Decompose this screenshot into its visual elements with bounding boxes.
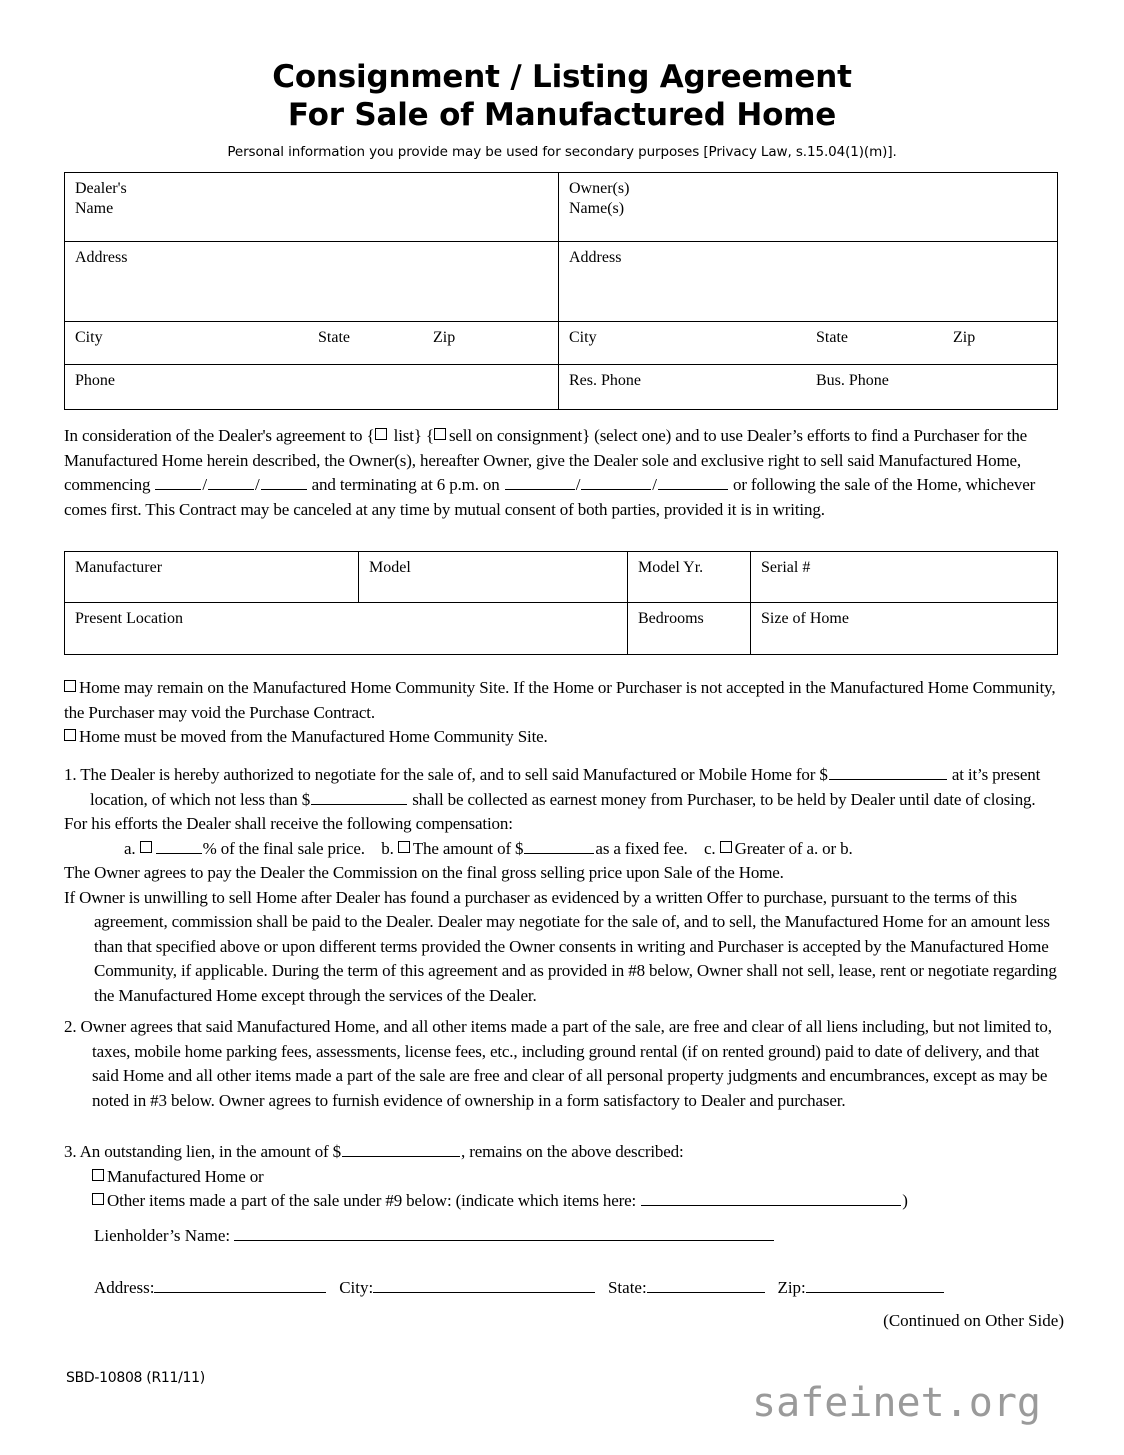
- serial-number-label: Serial #: [761, 559, 811, 576]
- present-location-cell[interactable]: [65, 603, 628, 655]
- size-of-home-cell[interactable]: [751, 603, 1058, 655]
- section-3-option-2-text-a: Other items made a part of the sale under #9 below: (indicate which items here:: [107, 1191, 637, 1210]
- size-of-home-label: Size of Home: [761, 610, 849, 627]
- consideration-text-5: or following the sale of the Home, whichever comes first. This Contract may be canceled at any time by mutual consent of both parties, provided it is in writing.: [64, 475, 1036, 519]
- owner-phone-cell[interactable]: [559, 365, 1058, 410]
- lienholder-name-row: [64, 1224, 1066, 1248]
- title-line-2: For Sale of Manufactured Home: [287, 97, 837, 133]
- model-label: Model: [369, 559, 411, 576]
- home-must-be-moved-checkbox[interactable]: [64, 729, 76, 741]
- bedrooms-cell[interactable]: [628, 603, 751, 655]
- dealer-city-label: City: [75, 329, 103, 346]
- lienholder-zip-label: Zip:: [777, 1278, 806, 1297]
- owner-state-label: State: [816, 329, 848, 346]
- community-option-1: [64, 676, 1064, 725]
- manufactured-home-checkbox[interactable]: [92, 1169, 104, 1181]
- home-may-remain-checkbox[interactable]: [64, 680, 76, 692]
- owner-address-cell[interactable]: [559, 242, 1058, 322]
- section-3-lead-a: 3. An outstanding lien, in the amount of $: [64, 1142, 342, 1161]
- section-3-lead: [64, 1140, 1066, 1165]
- commence-year-line[interactable]: [261, 474, 307, 490]
- lienholder-zip-input[interactable]: [806, 1278, 944, 1293]
- lienholder-address-row: [64, 1276, 1066, 1300]
- dealer-name-cell[interactable]: [65, 173, 559, 242]
- table-row: [65, 322, 1058, 365]
- owner-name-cell[interactable]: [559, 173, 1058, 242]
- owner-bus-phone-label: Bus. Phone: [816, 372, 889, 389]
- option-c-text: Greater of a. or b.: [734, 838, 853, 858]
- sell-on-consignment-checkbox[interactable]: [434, 428, 446, 440]
- lienholder-block: [64, 1224, 1066, 1300]
- title-line-1: Consignment / Listing Agreement: [272, 59, 852, 95]
- option-c-checkbox[interactable]: [720, 841, 732, 853]
- dealer-name-label-1: Dealer's: [75, 180, 127, 197]
- terminate-year-line[interactable]: [658, 474, 728, 490]
- section-1-text-a: 1. The Dealer is hereby authorized to negotiate for the sale of, and to sell said Manufactured or Mobile Home for $: [64, 765, 828, 784]
- home-description-table: [64, 551, 1058, 655]
- present-location-label: Present Location: [75, 610, 183, 627]
- lien-amount-line[interactable]: [342, 1141, 460, 1157]
- option-b-checkbox[interactable]: [398, 841, 410, 853]
- section-3-option-1: [64, 1165, 1066, 1190]
- lienholder-name-input[interactable]: [234, 1226, 774, 1241]
- lienholder-address-input[interactable]: [154, 1278, 326, 1293]
- community-site-options: [64, 676, 1064, 750]
- section-3: [64, 1140, 1066, 1214]
- consideration-text-4: and terminating at 6 p.m. on: [307, 475, 504, 494]
- dealer-city-cell[interactable]: [65, 322, 559, 365]
- section-1-text-c: shall be collected as earnest money from Purchaser, to be held by Dealer until date of closing.: [408, 789, 1036, 809]
- lienholder-city-input[interactable]: [373, 1278, 595, 1293]
- watermark: safeinet.org: [752, 1380, 1041, 1426]
- consideration-paragraph: In consideration of the Dealer's agreement to { list} { sell on consignment} (select one) and to use Dealer’s efforts to find a Purchaser for the Manufactured Home herein described, the Owner(s), hereafter Owner, give the Dealer sole and exclusive right to sell said Manufactured Home, commencing / / and terminating at 6 p.m. on / / or following the sale of the Home, whichever comes first. This Contract may be canceled at any time by mutual consent of both parties, provided it is in writing.: [64, 426, 1036, 519]
- section-1: [64, 763, 1066, 1008]
- dealer-address-cell[interactable]: [65, 242, 559, 322]
- dealer-address-label: Address: [75, 249, 128, 266]
- lienholder-state-input[interactable]: [647, 1278, 765, 1293]
- serial-number-cell[interactable]: [751, 552, 1058, 603]
- dealer-name-label-2: Name: [75, 200, 114, 217]
- owner-city-cell[interactable]: [559, 322, 1058, 365]
- section-1-text-b: at it’s present location, of which not less than $: [90, 765, 1041, 809]
- page-title: [0, 58, 1124, 160]
- model-year-label: Model Yr.: [638, 559, 704, 576]
- commence-month-line[interactable]: [155, 474, 201, 490]
- bedrooms-label: Bedrooms: [638, 610, 704, 627]
- option-b-suffix: as a fixed fee.: [595, 838, 688, 858]
- lienholder-name-label: Lienholder’s Name:: [94, 1226, 231, 1245]
- section-2: [64, 1015, 1066, 1113]
- option-b-text: The amount of $: [412, 838, 524, 858]
- continued-note: (Continued on Other Side): [883, 1311, 1064, 1330]
- unwilling-paragraph: If Owner is unwilling to sell Home after Dealer has found a purchaser as evidenced by a written Offer to purchase, pursuant to the terms of this agreement, commission shall be paid to the Dealer. Dealer may negotiate for the sale of, and to sell, the Manufactured Home for an amount less than that specified above or upon different terms provided the Owner consents in writing and Purchaser is accepted by the Manufactured Home Community, if applicable. During the term of this agreement and as provided in #8 below, Owner shall not sell, lease, rent or negotiate regarding the Manufactured Home except through the services of the Dealer.: [64, 887, 1057, 1005]
- commission-line: The Owner agrees to pay the Dealer the Commission on the final gross selling price upon Sale of the Home.: [64, 863, 784, 882]
- owner-address-label: Address: [569, 249, 622, 266]
- fixed-fee-line[interactable]: [524, 838, 594, 854]
- compensation-options: [64, 837, 1066, 862]
- dealer-phone-cell[interactable]: [65, 365, 559, 410]
- owner-name-label-2: Name(s): [569, 200, 625, 217]
- earnest-money-line[interactable]: [311, 789, 407, 805]
- terminate-month-line[interactable]: [505, 474, 575, 490]
- lienholder-state-label: State:: [607, 1278, 647, 1297]
- owner-res-phone-label: Res. Phone: [569, 372, 641, 389]
- commence-day-line[interactable]: [208, 474, 254, 490]
- owner-zip-label: Zip: [953, 329, 976, 346]
- dealer-state-label: State: [318, 329, 350, 346]
- option-c-prefix: c.: [703, 838, 716, 858]
- table-row: [65, 552, 1058, 603]
- consideration-text-1: In consideration of the Dealer's agreement to {: [64, 426, 375, 445]
- section-1-paragraph-1: [64, 763, 1066, 812]
- table-row: [65, 365, 1058, 410]
- dealer-phone-label: Phone: [75, 372, 115, 389]
- section-3-lead-b: , remains on the above described:: [461, 1142, 684, 1161]
- section-2-text: 2. Owner agrees that said Manufactured Home, and all other items made a part of the sale, are free and clear of all liens including, but not limited to, taxes, mobile home parking fees, assessments, license fees, etc., including ground rental (if on rented ground) paid to date of delivery, and that said Home and all other items made a part of the sale are free and clear of all personal property judgments and encumbrances, except as may be noted in #3 below. Owner agrees to furnish evidence of ownership in a form satisfactory to Dealer and purchaser.: [64, 1017, 1052, 1110]
- terminate-day-line[interactable]: [581, 474, 651, 490]
- form-number: SBD-10808 (R11/11): [66, 1370, 205, 1386]
- section-3-option-1-text: Manufactured Home or: [107, 1166, 264, 1186]
- option-a-suffix: % of the final sale price.: [202, 838, 365, 858]
- compensation-intro: For his efforts the Dealer shall receive the following compensation:: [64, 814, 513, 833]
- owner-city-label: City: [569, 329, 597, 346]
- manufacturer-label: Manufacturer: [75, 559, 163, 576]
- section-3-option-2-text-b: ): [902, 1191, 908, 1210]
- consideration-text-3: sell on consignment} (select one) and to use Dealer’s efforts to find a Purchaser for the Manufactured Home herein described, the Owner(s), hereafter Owner, give the Dealer sole and exclusive right to sell said Manufactured Home, commencing: [64, 426, 1028, 494]
- option-a-checkbox[interactable]: [140, 841, 152, 853]
- community-option-2-text: Home must be moved from the Manufactured Home Community Site.: [79, 727, 548, 746]
- party-information-table: [64, 172, 1058, 410]
- table-row: [65, 242, 1058, 322]
- table-row: [65, 603, 1058, 655]
- table-row: [65, 173, 1058, 242]
- model-year-cell[interactable]: [628, 552, 751, 603]
- option-a-prefix: a.: [124, 838, 136, 858]
- section-3-option-2: [64, 1189, 1066, 1214]
- option-b-prefix: b.: [381, 838, 394, 858]
- other-items-line[interactable]: [641, 1190, 901, 1206]
- dealer-zip-label: Zip: [433, 329, 456, 346]
- community-option-1-text: Home may remain on the Manufactured Home Community Site. If the Home or Purchaser is not accepted in the Manufactured Home Community, the Purchaser may void the Purchase Contract.: [64, 678, 1056, 722]
- other-items-checkbox[interactable]: [92, 1193, 104, 1205]
- percent-line[interactable]: [156, 838, 202, 854]
- manufacturer-cell[interactable]: [65, 552, 359, 603]
- lienholder-address-label: Address:: [94, 1278, 155, 1297]
- lienholder-city-label: City:: [339, 1278, 374, 1297]
- list-checkbox[interactable]: [375, 428, 387, 440]
- model-cell[interactable]: [359, 552, 628, 603]
- community-option-2: [64, 725, 1064, 750]
- sale-price-line[interactable]: [829, 764, 947, 780]
- privacy-notice: Personal information you provide may be used for secondary purposes [Privacy Law, s.15.04(1)(m)].: [227, 144, 897, 160]
- consideration-text-2: list} {: [389, 426, 434, 445]
- owner-name-label-1: Owner(s): [569, 180, 630, 197]
